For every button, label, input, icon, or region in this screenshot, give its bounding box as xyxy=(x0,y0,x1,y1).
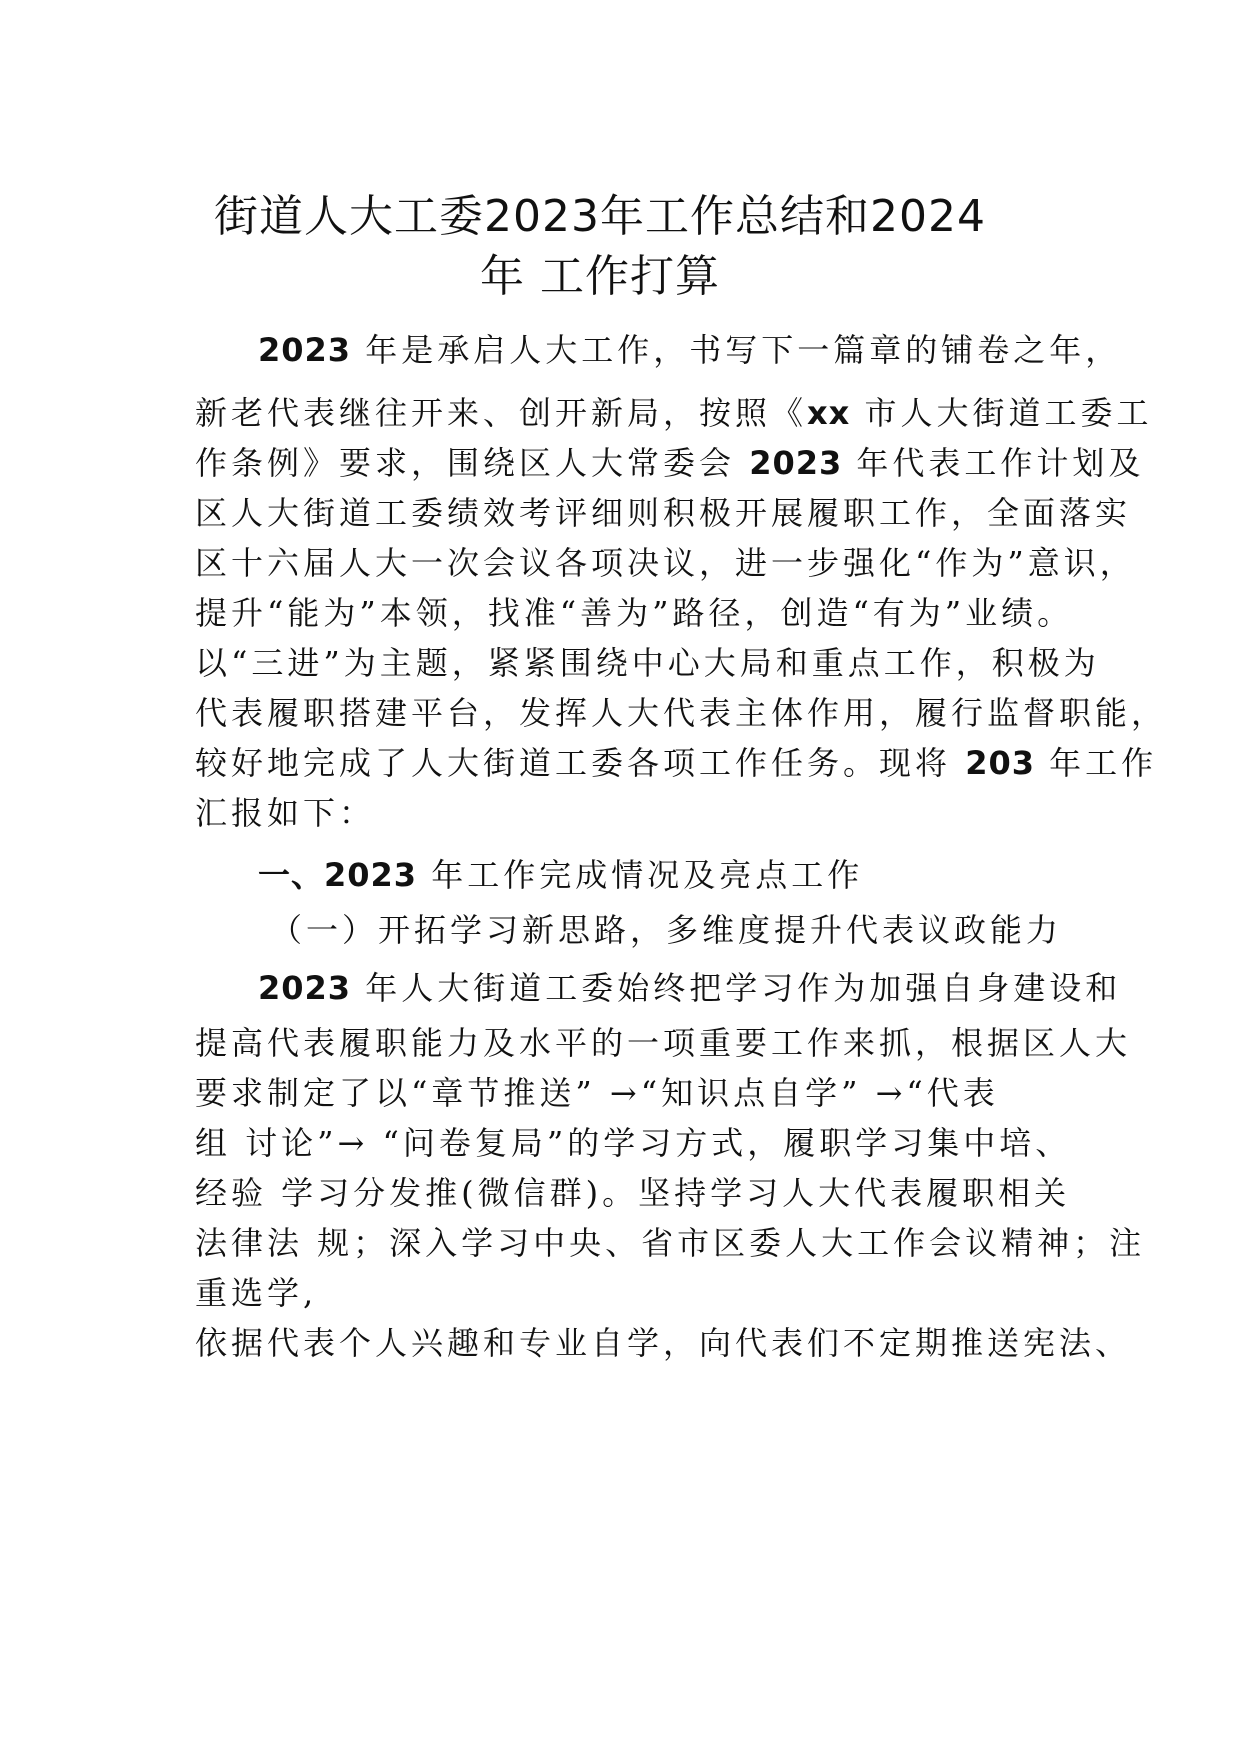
para2-line-8: 依据代表个人兴趣和专业自学，向代表们不定期推送宪法、 xyxy=(195,1324,1132,1362)
intro-city: xx xyxy=(807,394,851,432)
intro-line-9-pre: 较好地完成了人大街道工委各项工作任务。现将 xyxy=(195,744,966,782)
intro-line-10: 汇报如下： xyxy=(195,794,376,832)
para2-line-6: 法律法 规；深入学习中央、省市区委人大工作会议精神；注 xyxy=(195,1224,1146,1262)
intro-line-2 xyxy=(195,393,1152,433)
document-title-line-2: 年 工作打算 xyxy=(480,251,720,302)
para2-line-1-text: 年人大街道工委始终把学习作为加强自身建设和 xyxy=(351,969,1122,1007)
section-heading-1-text: 年工作完成情况及亮点工作 xyxy=(417,856,864,894)
intro-report-year: 203 xyxy=(965,744,1035,782)
para2-year: 2023 xyxy=(258,969,352,1007)
intro-line-3-pre: 作条例》要求，围绕区人大常委会 xyxy=(195,444,750,482)
intro-line-4: 区人大街道工委绩效考评细则积极开展履职工作，全面落实 xyxy=(195,494,1132,532)
para2-line-3: 要求制定了以“章节推送” →“知识点自学” →“代表 xyxy=(195,1074,999,1112)
section-heading-1-number: 一、2023 xyxy=(258,856,418,894)
section-heading-1 xyxy=(258,855,863,895)
intro-line-3 xyxy=(195,443,1144,483)
document-title-line-1: 街道人大工委2023年工作总结和2024 xyxy=(214,191,986,242)
intro-line-7: 以“三进”为主题，紧紧围绕中心大局和重点工作，积极为 xyxy=(195,644,1100,682)
intro-line-6: 提升“能为”本领，找准“善为”路径，创造“有为”业绩。 xyxy=(195,594,1074,632)
subsection-heading-1: （一）开拓学习新思路，多维度提升代表议政能力 xyxy=(270,911,1063,949)
intro-line-1-text: 年是承启人大工作，书写下一篇章的铺卷之年， xyxy=(351,331,1122,369)
intro-line-9 xyxy=(195,743,1157,783)
para2-line-5: 经验 学习分发推(微信群)。坚持学习人大代表履职相关 xyxy=(195,1174,1071,1212)
intro-line-3-post: 年代表工作计划及 xyxy=(842,444,1145,482)
intro-line-8: 代表履职搭建平台，发挥人大代表主体作用，履行监督职能， xyxy=(195,694,1168,732)
intro-line-2-post: 市人大街道工委工 xyxy=(850,394,1153,432)
para2-line-4: 组 讨论”→ “问卷复局”的学习方式，履职学习集中培、 xyxy=(195,1124,1072,1162)
intro-line-2-pre: 新老代表继往开来、创开新局，按照《 xyxy=(195,394,808,432)
intro-line-1 xyxy=(258,330,1121,370)
intro-line-5: 区十六届人大一次会议各项决议，进一步强化“作为”意识， xyxy=(195,544,1136,582)
intro-plan-year: 2023 xyxy=(749,444,843,482)
intro-year: 2023 xyxy=(258,331,352,369)
para2-line-2: 提高代表履职能力及水平的一项重要工作来抓，根据区人大 xyxy=(195,1024,1132,1062)
para2-line-1 xyxy=(258,968,1121,1008)
para2-line-7: 重选学, xyxy=(195,1274,318,1312)
intro-line-9-post: 年工作 xyxy=(1034,744,1158,782)
